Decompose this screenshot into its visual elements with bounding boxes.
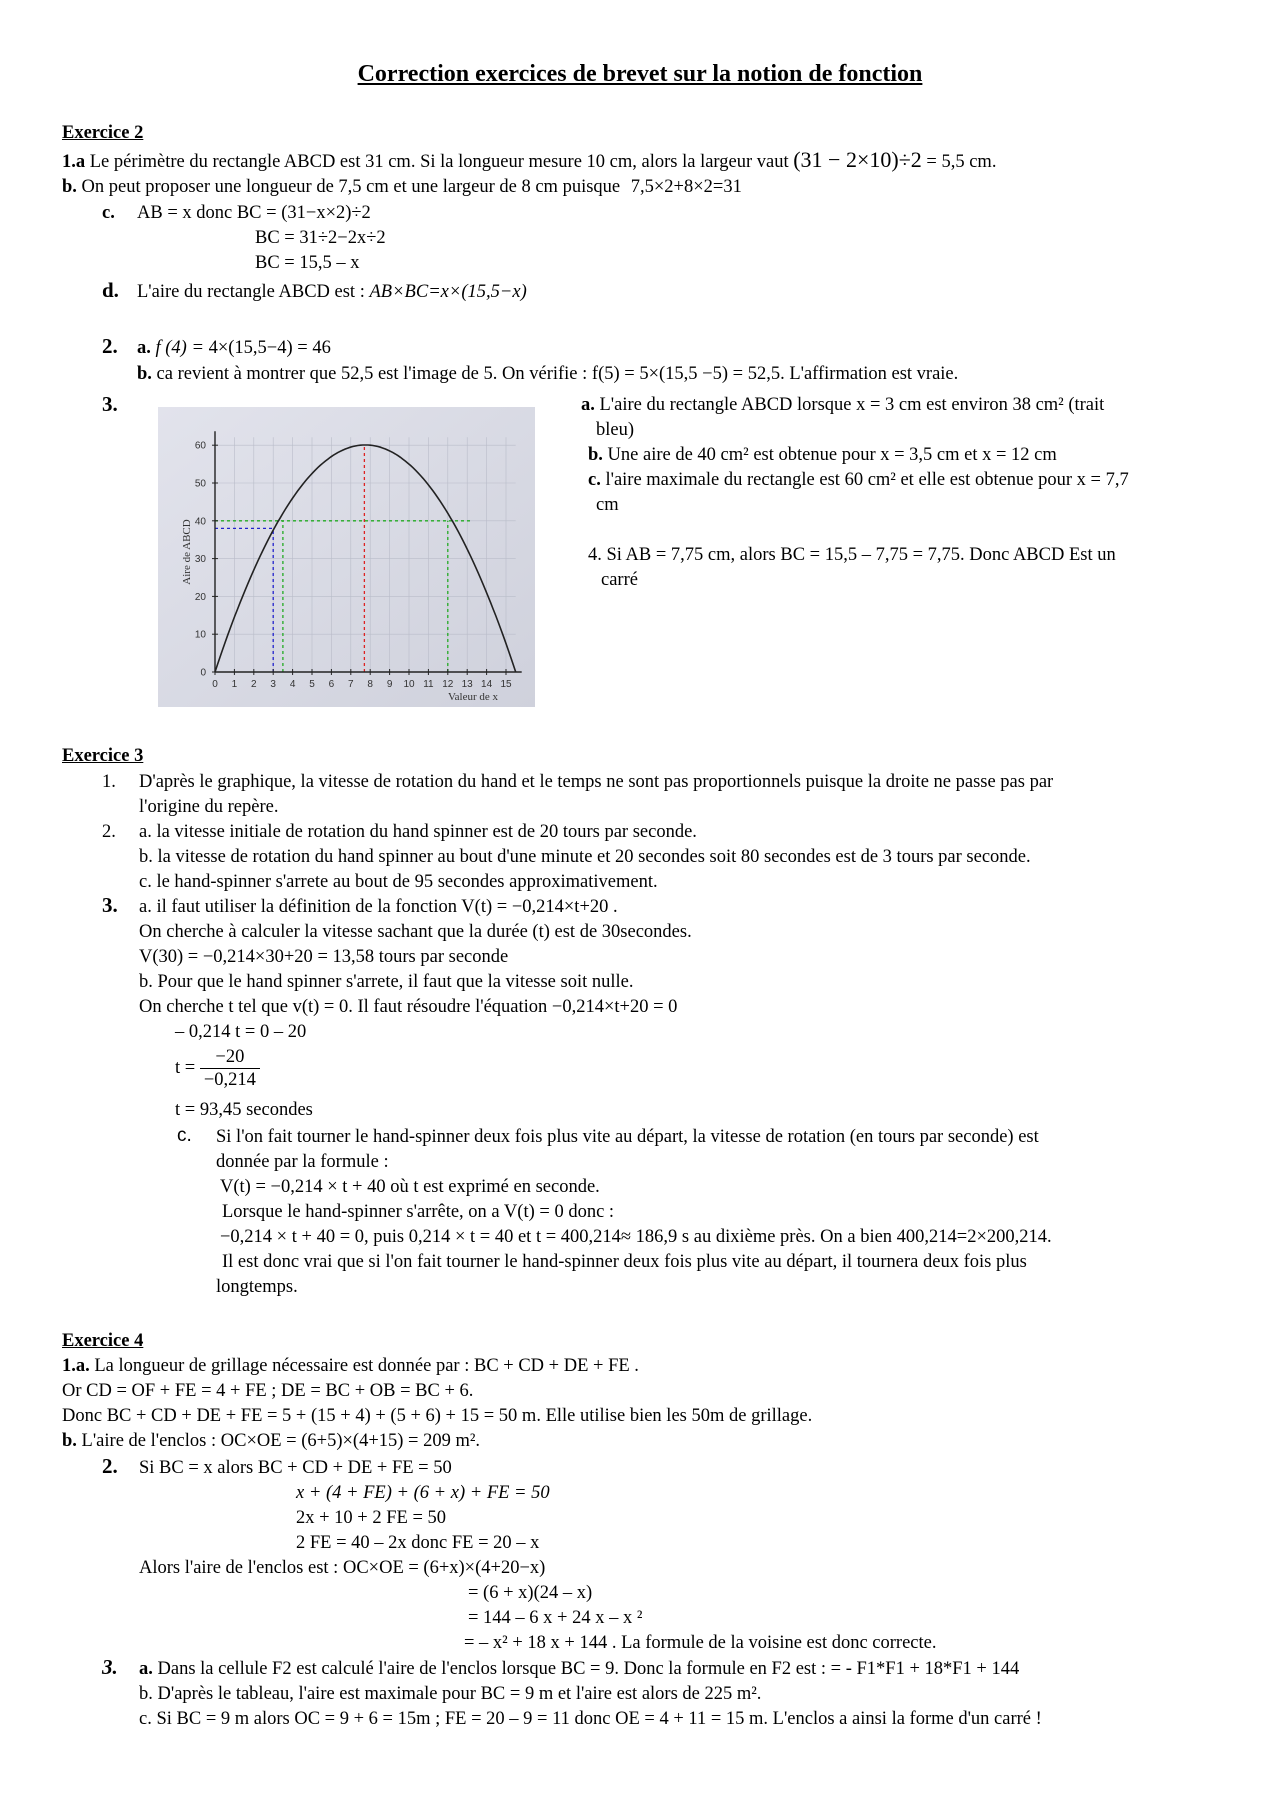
ex3-3a-line-2: On cherche à calculer la vitesse sachant que la durée (t) est de 30secondes.: [139, 922, 692, 942]
ex4-q2-line-1: Si BC = x alors BC + CD + DE + FE = 50: [139, 1458, 452, 1478]
ex2-1c-label: c.: [102, 203, 115, 223]
ex3-3c-line-3: V(t) = −0,214 × t + 40 où t est exprimé en seconde.: [220, 1177, 600, 1197]
ex2-q4-line-1: 4. Si AB = 7,75 cm, alors BC = 15,5 – 7,75 = 7,75. Donc ABCD Est un: [588, 545, 1116, 565]
page-title: Correction exercices de brevet sur la notion de fonction: [357, 61, 923, 87]
ex2-q4-line-2: carré: [601, 570, 638, 590]
ex3-3b-line-5: t = 93,45 secondes: [175, 1100, 313, 1120]
x-tick-label: 14: [481, 679, 493, 690]
ex3-item-1-number: 1.: [102, 772, 116, 792]
ex4-q3b-line: b. D'après le tableau, l'aire est maximale pour BC = 9 m et l'aire est alors de 225 m².: [139, 1684, 762, 1704]
x-tick-label: 7: [348, 679, 354, 690]
ex4-q2-line-3: 2x + 10 + 2 FE = 50: [296, 1508, 447, 1528]
ex2-q3a-line-2: bleu): [596, 420, 635, 440]
ex2-q3c-line-1: c. l'aire maximale du rectangle est 60 cm² et elle est obtenue pour x = 7,7: [588, 470, 1129, 490]
exercise-2-heading: Exercice 2: [62, 123, 144, 143]
ex4-q3c-line: c. Si BC = 9 m alors OC = 9 + 6 = 15m ; FE = 20 – 9 = 11 donc OE = 4 + 11 = 15 m. L'enclos a ainsi la forme d'un carré !: [139, 1709, 1042, 1729]
ex3-3a-line-1: a. il faut utiliser la définition de la fonction V(t) = −0,214×t+20 .: [139, 897, 618, 917]
y-tick-label: 60: [194, 440, 206, 452]
x-tick-label: 8: [367, 679, 373, 690]
x-tick-label: 4: [289, 679, 296, 690]
ex2-1c-line-3: BC = 15,5 – x: [255, 253, 360, 273]
y-tick-label: 20: [194, 591, 206, 603]
ex4-q2-label: 2.: [102, 1454, 118, 1478]
ex3-3b-line-3: – 0,214 t = 0 – 20: [175, 1022, 307, 1042]
x-tick-label: 9: [386, 679, 393, 690]
ex2-1c-line-2: BC = 31÷2−2x÷2: [255, 228, 386, 248]
x-tick-label: 13: [461, 679, 473, 690]
ex3-item-2a: a. la vitesse initiale de rotation du hand spinner est de 20 tours par seconde.: [139, 822, 697, 842]
ex4-q2-line-2: x + (4 + FE) + (6 + x) + FE = 50: [296, 1483, 550, 1503]
ex4-1a-line-1: 1.a. La longueur de grillage nécessaire est donnée par : BC + CD + DE + FE .: [62, 1356, 639, 1376]
y-tick-label: 40: [194, 516, 206, 528]
ex3-3c-line-2: donnée par la formule :: [216, 1152, 389, 1172]
x-tick-label: 15: [500, 679, 512, 690]
ex3-3a-line-3: V(30) = −0,214×30+20 = 13,58 tours par seconde: [139, 947, 509, 967]
ex3-item-2b: b. la vitesse de rotation du hand spinner au bout d'une minute et 20 secondes soit 80 secondes est de 3 tours par seconde.: [139, 847, 1031, 867]
ex2-q3a-line-1: a. L'aire du rectangle ABCD lorsque x = 3 cm est environ 38 cm² (trait: [581, 395, 1105, 415]
y-tick-label: 0: [200, 667, 206, 679]
ex3-item-1-line-2: l'origine du repère.: [139, 797, 279, 817]
ex2-q3b-line: b. Une aire de 40 cm² est obtenue pour x = 3,5 cm et x = 12 cm: [588, 445, 1057, 465]
ex4-q3-label: 3.: [102, 1655, 118, 1679]
ex2-q3-label: 3.: [102, 392, 118, 416]
ex4-1a-line-3: Donc BC + CD + DE + FE = 5 + (15 + 4) + (5 + 6) + 15 = 50 m. Elle utilise bien les 50m de grillage.: [62, 1406, 813, 1426]
x-tick-label: 5: [309, 679, 315, 690]
y-tick-label: 30: [194, 554, 206, 566]
ex4-q2-line-7: = 144 – 6 x + 24 x – x ²: [468, 1608, 643, 1628]
ex2-q2a-line: a. f (4) = 4×(15,5−4) = 46: [137, 338, 331, 358]
ex3-3c-line-6: Il est donc vrai que si l'on fait tourner le hand-spinner deux fois plus vite au départ, il tournera deux fois plus: [222, 1252, 1027, 1272]
ex3-3c-line-4: Lorsque le hand-spinner s'arrête, on a V(t) = 0 donc :: [222, 1202, 615, 1222]
area-graph-svg: [158, 407, 535, 707]
ex3-item-3-number: 3.: [102, 893, 118, 917]
ex2-q2b-line: b. ca revient à montrer que 52,5 est l'image de 5. On vérifie : f(5) = 5×(15,5 −5) = 52,5. L'affirmation est vraie.: [137, 364, 959, 384]
ex4-q2-line-5: Alors l'aire de l'enclos est : OC×OE = (6+x)×(4+20−x): [139, 1558, 546, 1578]
ex2-1c-line-1: AB = x donc BC = (31−x×2)÷2: [137, 203, 371, 223]
x-tick-label: 10: [403, 679, 415, 690]
graph-x-axis-label: Valeur de x: [447, 691, 499, 703]
ex3-3c-label: c.: [177, 1125, 192, 1146]
y-tick-label: 10: [194, 629, 206, 641]
ex2-line-1b: b. On peut proposer une longueur de 7,5 cm et une largeur de 8 cm puisque 7,5×2+8×2=31: [62, 177, 742, 197]
exercise-3-heading: Exercice 3: [62, 746, 144, 766]
area-graph: [158, 407, 535, 707]
ex3-3b-fraction-line: t = $\frac{-20}{-0,214}$: [175, 1046, 260, 1091]
ex4-q3a-line: a. Dans la cellule F2 est calculé l'aire de l'enclos lorsque BC = 9. Donc la formule en F2 est : = - F1*F1 + 18*F1 + 144: [139, 1659, 1020, 1679]
x-tick-label: 6: [328, 679, 335, 690]
ex3-3b-line-1: b. Pour que le hand spinner s'arrete, il faut que la vitesse soit nulle.: [139, 972, 634, 992]
ex2-1d-label: d.: [102, 278, 119, 302]
x-tick-label: 3: [270, 679, 276, 690]
ex3-item-2-number: 2.: [102, 822, 116, 842]
graph-y-axis-label: Aire de ABCD: [181, 519, 193, 585]
x-tick-label: 0: [212, 679, 218, 690]
ex2-q2-label: 2.: [102, 334, 118, 358]
x-tick-label: 11: [423, 679, 434, 690]
ex3-3b-line-2: On cherche t tel que v(t) = 0. Il faut résoudre l'équation −0,214×t+20 = 0: [139, 997, 678, 1017]
y-tick-label: 50: [194, 478, 206, 490]
ex3-item-2c: c. le hand-spinner s'arrete au bout de 95 secondes approximativement.: [139, 872, 658, 892]
fraction: $\frac{-20}{-0,214}$: [200, 1046, 260, 1091]
x-tick-label: 12: [442, 679, 454, 690]
ex2-q3c-line-2: cm: [596, 495, 619, 515]
ex3-item-1-line-1: D'après le graphique, la vitesse de rotation du hand et le temps ne sont pas proportionnels puisque la droite ne passe pas par: [139, 772, 1054, 792]
ex2-line-1a: 1.a Le périmètre du rectangle ABCD est 31 cm. Si la longueur mesure 10 cm, alors la largeur vaut (31 − 2×10)÷2 = 5,5 cm.: [62, 147, 997, 172]
ex4-q2-line-8: = – x² + 18 x + 144 . La formule de la voisine est donc correcte.: [464, 1633, 937, 1653]
exercise-4-heading: Exercice 4: [62, 1331, 144, 1351]
ex2-1d-line: L'aire du rectangle ABCD est : AB×BC=x×(15,5−x): [137, 282, 527, 302]
ex4-q2-line-4: 2 FE = 40 – 2x donc FE = 20 – x: [296, 1533, 540, 1553]
ex3-3c-line-5: −0,214 × t + 40 = 0, puis 0,214 × t = 40 et t = 400,214≈ 186,9 s au dixième près. On a bien 400,214=2×200,214.: [220, 1227, 1052, 1247]
ex3-3c-line-7: longtemps.: [216, 1277, 298, 1297]
ex4-1a-line-2: Or CD = OF + FE = 4 + FE ; DE = BC + OB = BC + 6.: [62, 1381, 474, 1401]
x-tick-label: 1: [231, 679, 238, 690]
x-tick-label: 2: [251, 679, 257, 690]
ex3-3c-line-1: Si l'on fait tourner le hand-spinner deux fois plus vite au départ, la vitesse de rotation (en tours par seconde) est: [216, 1127, 1039, 1147]
ex4-1b-line: b. L'aire de l'enclos : OC×OE = (6+5)×(4+15) = 209 m².: [62, 1431, 481, 1451]
ex4-q2-line-6: = (6 + x)(24 – x): [468, 1583, 593, 1603]
